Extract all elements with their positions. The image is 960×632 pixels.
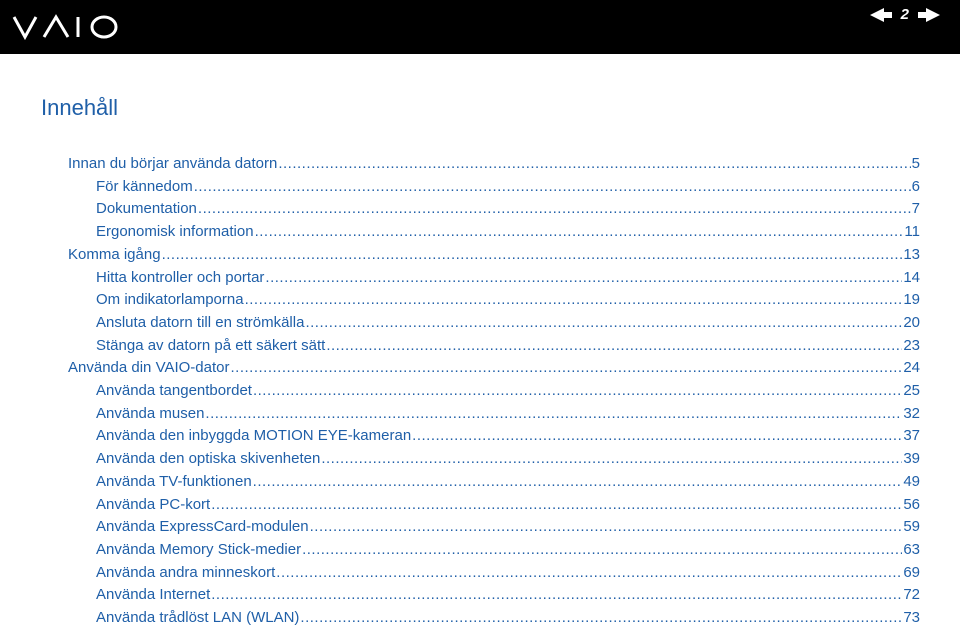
toc-entry[interactable] (96, 539, 920, 561)
toc-entry-page: 14 (903, 268, 920, 286)
toc-entry-page: 72 (903, 586, 920, 604)
toc-entry-title: Använda den optiska skivenheten (96, 450, 321, 468)
toc-entry-page: 59 (903, 518, 920, 536)
toc-entry-title: Använda Memory Stick-medier (96, 540, 302, 558)
toc-entry-page: 20 (903, 313, 920, 331)
toc-entry[interactable] (96, 448, 920, 470)
toc-entry-title: Hitta kontroller och portar (96, 268, 265, 286)
toc-leader-dots (302, 539, 902, 561)
page-number: 2 (900, 6, 909, 23)
toc-entry-title: Innan du börjar använda datorn (68, 155, 278, 172)
toc-leader-dots (230, 357, 902, 379)
toc-entry-title: Använda andra minneskort (96, 563, 276, 581)
toc-leader-dots (198, 198, 911, 220)
toc-entry[interactable] (96, 471, 920, 493)
toc-entry-page: 49 (903, 472, 920, 490)
toc-entry-title: Ansluta datorn till en strömkälla (96, 313, 305, 331)
toc-entry-page: 56 (903, 495, 920, 513)
toc-leader-dots (326, 335, 902, 357)
toc-leader-dots (245, 289, 903, 311)
toc-entry-page: 24 (903, 359, 920, 377)
toc-entry[interactable] (96, 198, 920, 220)
toc-entry-title: Använda tangentbordet (96, 382, 252, 399)
toc-leader-dots (194, 176, 911, 198)
arrow-left-icon[interactable] (870, 8, 892, 22)
toc-entry[interactable] (96, 584, 920, 606)
toc-entry-title: Dokumentation (96, 200, 197, 218)
toc-entry-page: 7 (911, 200, 920, 218)
toc-entry-title: Använda Internet (96, 586, 211, 604)
toc-entry[interactable] (96, 267, 920, 289)
toc-entry[interactable] (68, 244, 920, 266)
toc-leader-dots (162, 244, 903, 266)
toc-entry-title: Använda musen (96, 404, 205, 422)
toc-entry[interactable] (96, 380, 920, 402)
toc-leader-dots (300, 607, 902, 629)
toc-entry[interactable] (96, 403, 920, 425)
toc-leader-dots (265, 267, 902, 289)
toc-entry-title: För kännedom (96, 177, 193, 195)
toc-entry[interactable] (96, 289, 920, 311)
arrow-right-icon[interactable] (918, 8, 940, 22)
page-title: Innehåll (41, 95, 119, 120)
header-bar (0, 0, 960, 54)
toc-entry-page: 25 (903, 382, 920, 399)
toc-entry-page: 19 (903, 291, 920, 309)
toc-entry-page: 73 (903, 609, 920, 626)
toc-leader-dots (211, 494, 902, 516)
toc-entry-page: 6 (911, 177, 920, 195)
toc-leader-dots (253, 471, 903, 493)
toc-entry-title: Använda din VAIO-dator (68, 359, 230, 377)
toc-entry[interactable] (96, 516, 920, 538)
toc-leader-dots (276, 562, 902, 584)
toc-entry-page: 69 (903, 563, 920, 581)
toc-entry-page: 39 (903, 450, 920, 468)
toc-entry-page: 23 (903, 336, 920, 354)
vaio-logo (12, 11, 122, 43)
toc-entry[interactable] (96, 312, 920, 334)
toc-entry-title: Använda den inbyggda MOTION EYE-kameran (96, 427, 412, 445)
toc-leader-dots (253, 380, 902, 402)
toc-entry-title: Använda PC-kort (96, 495, 211, 513)
toc-leader-dots (205, 403, 902, 425)
toc-entry[interactable] (96, 607, 920, 629)
page-navigation (870, 6, 940, 24)
toc-entry-title: Använda TV-funktionen (96, 472, 252, 490)
toc-entry[interactable] (96, 176, 920, 198)
toc-entry-title: Ergonomisk information (96, 223, 254, 241)
toc-leader-dots (310, 516, 903, 538)
toc-entry[interactable] (96, 335, 920, 357)
toc-entry[interactable] (96, 494, 920, 516)
toc-entry-page: 63 (903, 540, 920, 558)
toc-entry[interactable] (68, 357, 920, 379)
toc-leader-dots (305, 312, 902, 334)
toc-entry-title: Komma igång (68, 245, 161, 263)
toc-entry-page: 37 (903, 427, 920, 445)
toc-leader-dots (211, 584, 902, 606)
toc-leader-dots (278, 153, 910, 175)
toc-entry-title: Om indikatorlamporna (96, 291, 244, 309)
toc-leader-dots (412, 425, 902, 447)
toc-leader-dots (255, 221, 904, 243)
toc-entry-page: 5 (911, 155, 920, 172)
toc-entry-page: 32 (903, 404, 920, 422)
toc-entry[interactable] (96, 221, 920, 243)
toc-entry[interactable] (96, 562, 920, 584)
toc-entry-page: 13 (903, 245, 920, 263)
toc-entry-title: Använda ExpressCard-modulen (96, 518, 309, 536)
toc-entry-title: Använda trådlöst LAN (WLAN) (96, 609, 300, 626)
toc-entry[interactable] (96, 425, 920, 447)
toc-entry[interactable] (68, 153, 920, 175)
toc-entry-page: 11 (904, 223, 920, 241)
toc-entry-title: Stänga av datorn på ett säkert sätt (96, 336, 326, 354)
toc-leader-dots (321, 448, 902, 470)
